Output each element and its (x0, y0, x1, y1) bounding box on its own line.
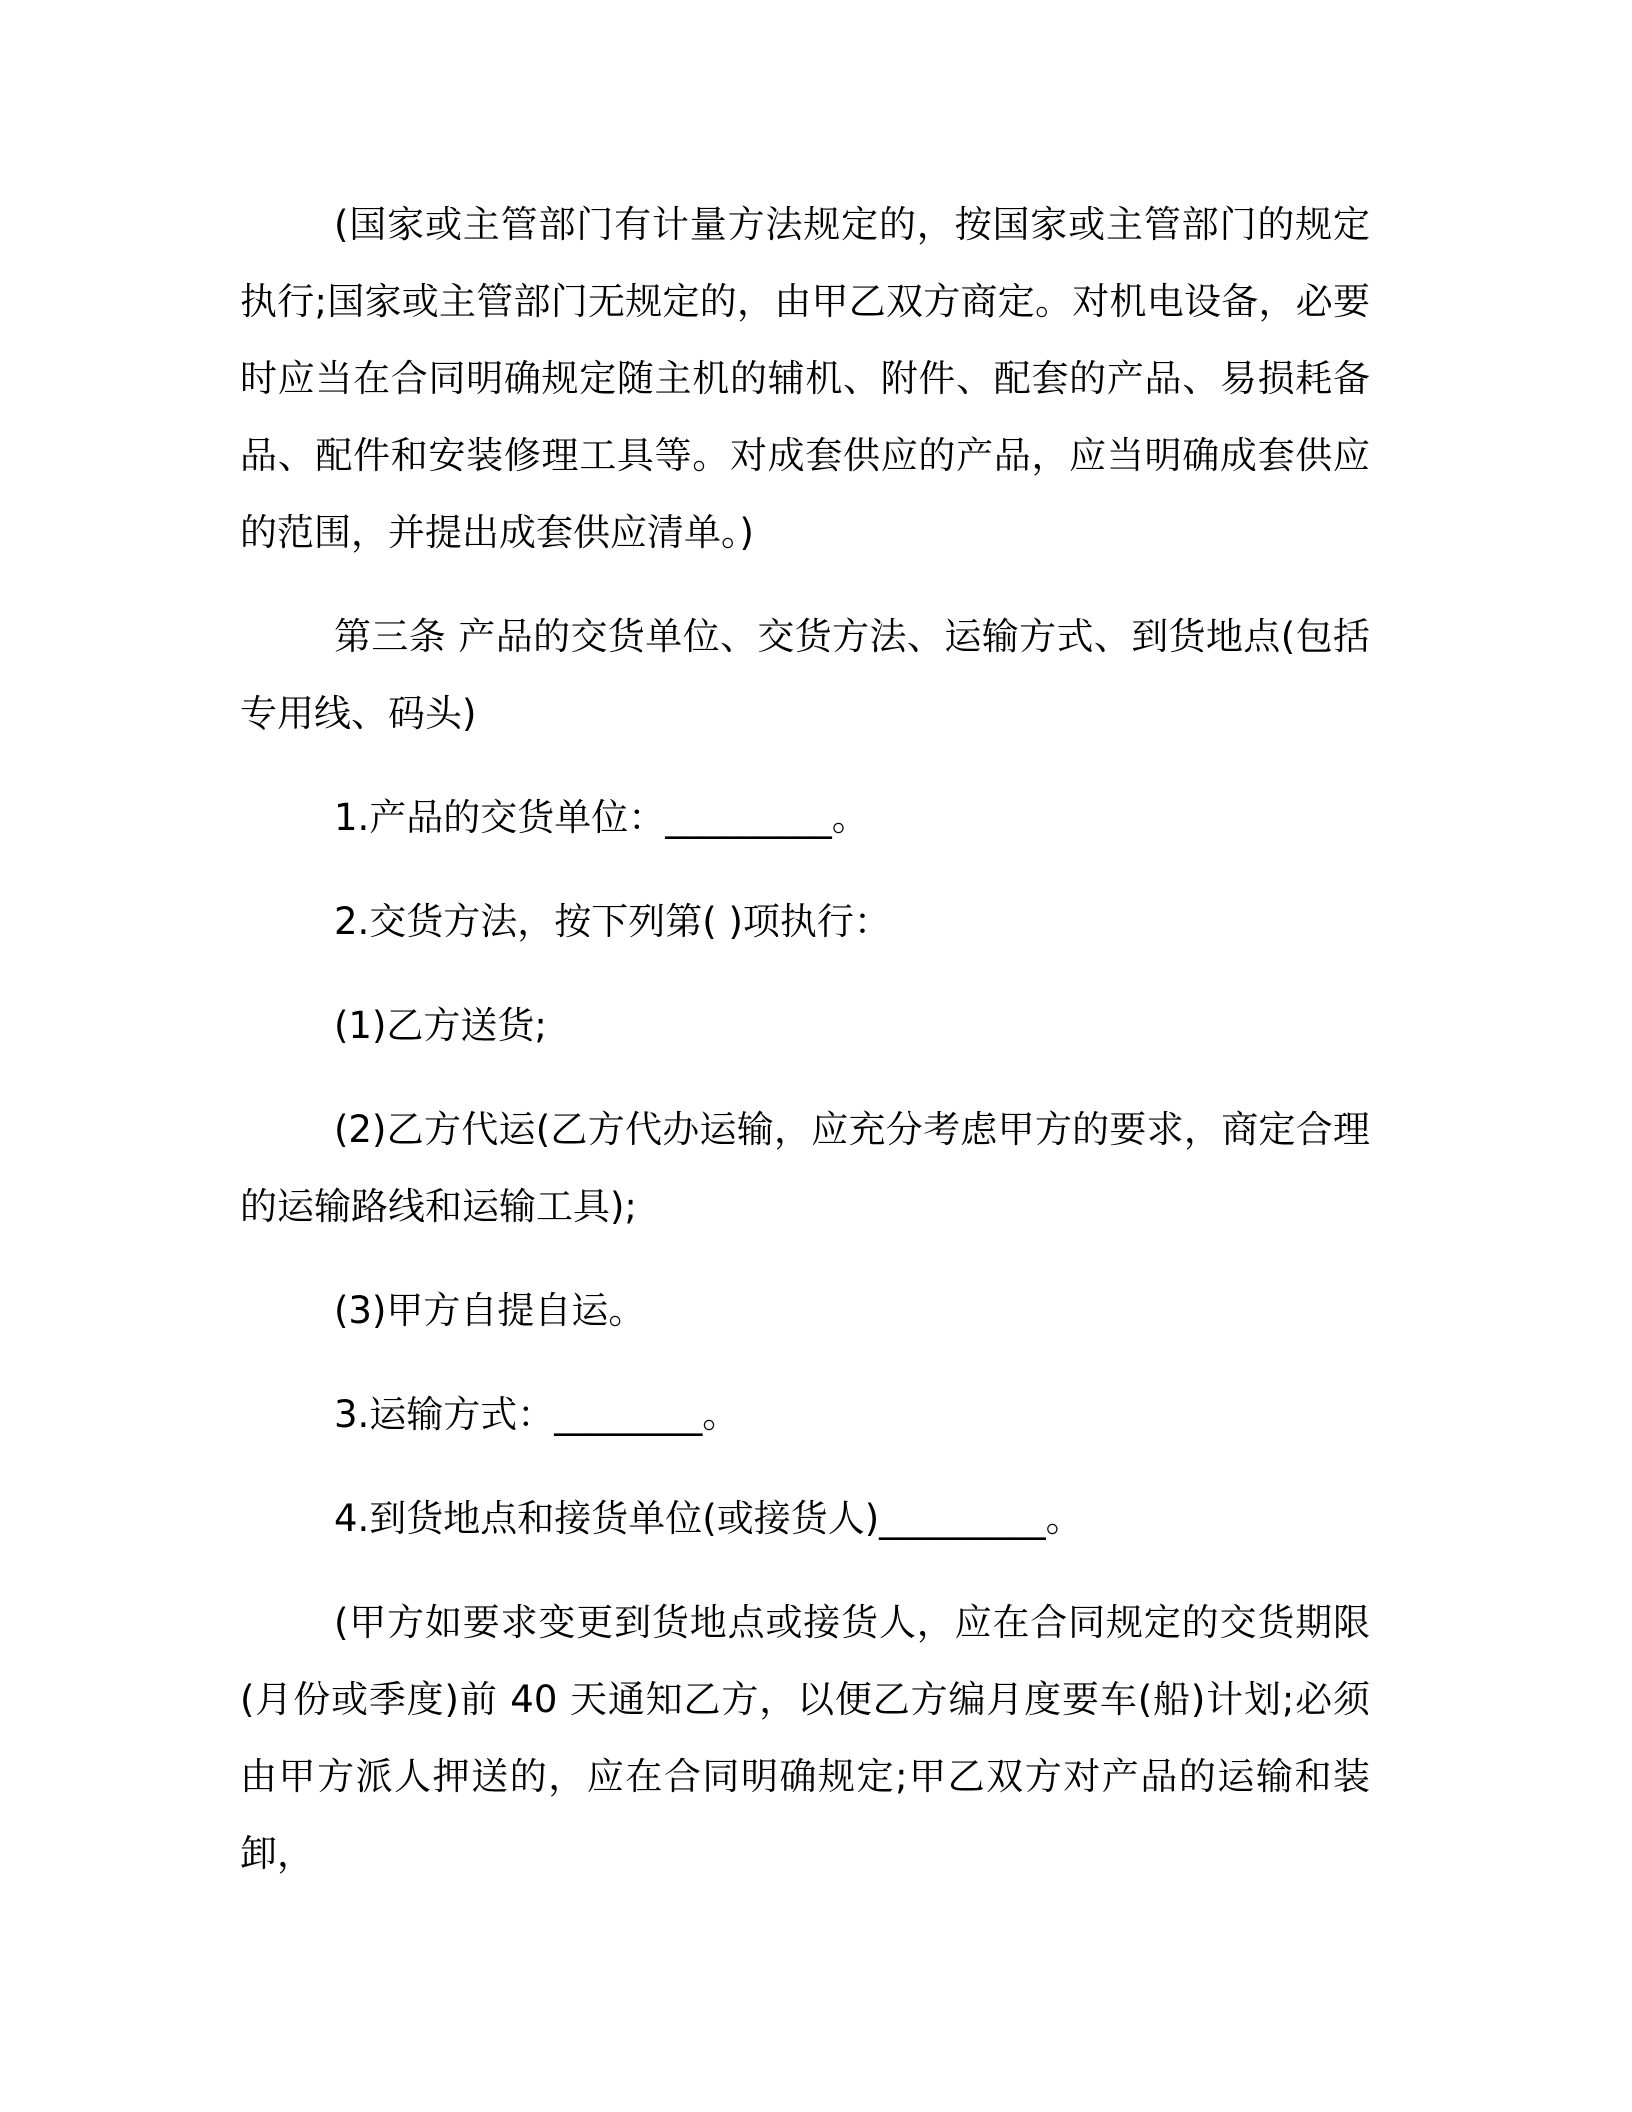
paragraph-delivery-unit: 1.产品的交货单位：_________。 (334, 796, 869, 839)
paragraph-change-note: (甲方如要求变更到货地点或接货人，应在合同规定的交货期限(月份或季度)前 40 天通知乙方，以便乙方编月度要车(船)计划;必须由甲方派人押送的，应在合同明确规定;甲乙双方对产品的运输和装卸， (240, 1601, 1370, 1875)
paragraph-arrival-place: 4.到货地点和接货单位(或接货人)_________。 (334, 1497, 1083, 1540)
paragraph-option-1: (1)乙方送货; (334, 1004, 547, 1047)
paragraph-option-3: (3)甲方自提自运。 (334, 1289, 646, 1332)
paragraph-article-three-heading: 第三条 产品的交货单位、交货方法、运输方式、到货地点(包括专用线、码头) (240, 615, 1370, 735)
paragraph-measurement-note: (国家或主管部门有计量方法规定的，按国家或主管部门的规定执行;国家或主管部门无规定的，由甲乙双方商定。对机电设备，必要时应当在合同明确规定随主机的辅机、附件、配套的产品、易损耗备品、配件和安装修理工具等。对成套供应的产品，应当明确成套供应的范围，并提出成套供应清单。) (240, 203, 1370, 554)
paragraph-delivery-method: 2.交货方法，按下列第( )项执行： (334, 900, 891, 943)
paragraph-transport-mode: 3.运输方式：________。 (334, 1393, 740, 1436)
paragraph-option-2: (2)乙方代运(乙方代办运输，应充分考虑甲方的要求，商定合理的运输路线和运输工具); (240, 1108, 1370, 1228)
document-body (240, 186, 1370, 1919)
